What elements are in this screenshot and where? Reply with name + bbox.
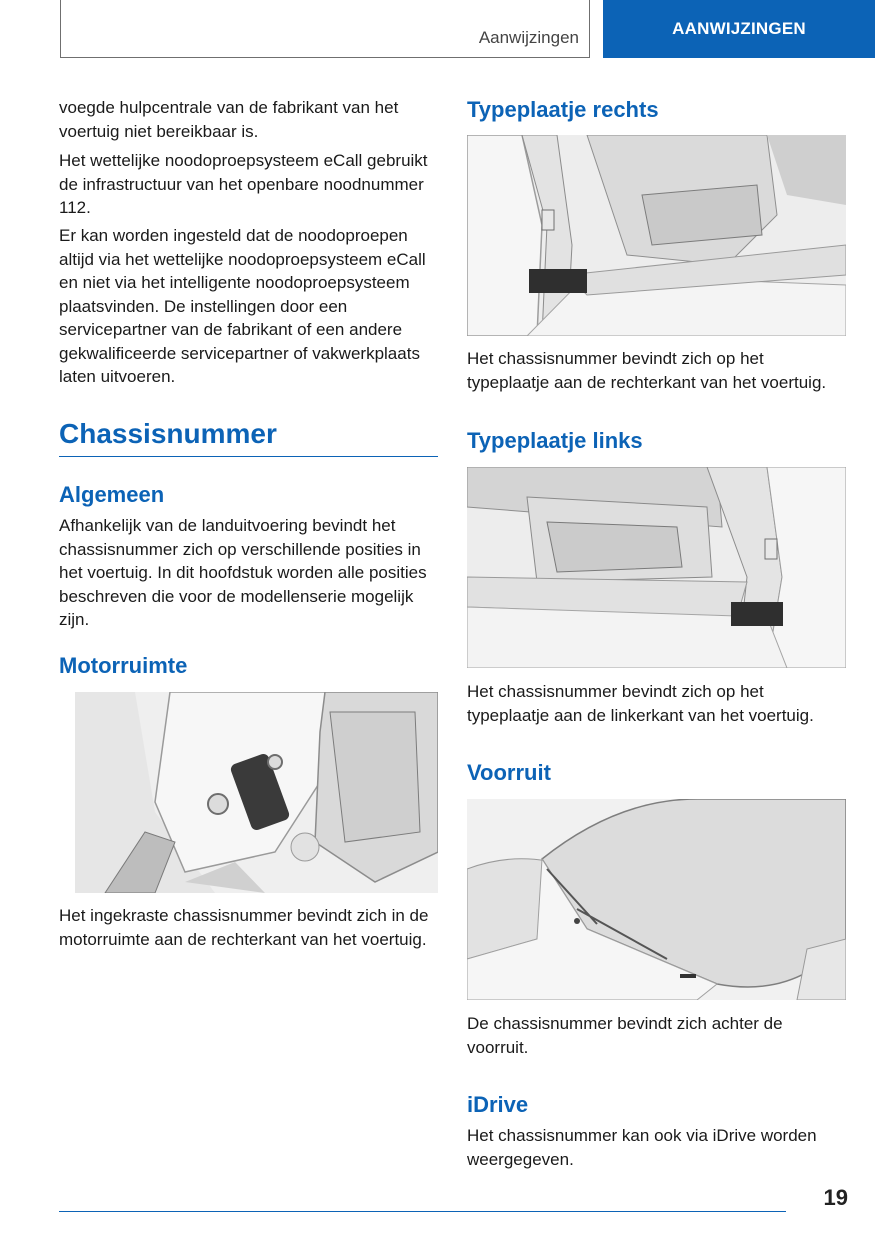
- caption-motorruimte: Het ingekraste chassisnummer bevindt zich in de motorruimte aan de rechterkant van het voertuig.: [59, 906, 429, 949]
- heading-idrive: iDrive: [467, 1092, 529, 1117]
- heading-voorruit: Voorruit: [467, 760, 551, 785]
- page-number: 19: [823, 1185, 848, 1210]
- caption-typeplaatje-links: Het chassisnummer bevindt zich op het typeplaatje aan de linkerkant van het voertuig.: [467, 682, 814, 725]
- illustration-voorruit: [467, 799, 846, 1000]
- heading-typeplaatje-links: Typeplaatje links: [467, 428, 643, 453]
- intro-paragraph-3: Er kan worden ingesteld dat de noodoproepen altijd via het wettelijke noodoproepsysteem eCall en niet via het intelligente noodoproepsysteem plaatsvinden. De instellingen door een servicepartner van de fabrikant of een andere gekwalificeerde servicepartner of vakwerkplaats laten uitvoeren.: [59, 226, 426, 386]
- caption-typeplaatje-rechts: Het chassisnummer bevindt zich op het typeplaatje aan de rechterkant van het voertuig.: [467, 349, 827, 392]
- text-algemeen: Afhankelijk van de landuitvoering bevindt het chassisnummer zich op verschillende posities in het voertuig. In dit hoofdstuk worden alle posities beschreven die voor de modellenserie mogelijk zijn.: [59, 516, 427, 629]
- footer-divider: [59, 1211, 786, 1212]
- illustration-typeplaatje-links: [467, 467, 846, 668]
- intro-paragraph-1: voegde hulpcentrale van de fabrikant van het voertuig niet bereikbaar is.: [59, 98, 399, 141]
- heading-algemeen: Algemeen: [59, 482, 165, 507]
- header-frame: [60, 0, 590, 58]
- illustration-motorruimte: [75, 692, 438, 893]
- heading-motorruimte: Motorruimte: [59, 653, 188, 678]
- section-title: Chassisnummer: [59, 418, 277, 449]
- illustration-typeplaatje-rechts: [467, 135, 846, 336]
- caption-voorruit: De chassisnummer bevindt zich achter de voorruit.: [467, 1014, 783, 1057]
- heading-typeplaatje-rechts: Typeplaatje rechts: [467, 97, 659, 122]
- section-divider: [59, 456, 438, 457]
- chapter-label: Aanwijzingen: [478, 28, 579, 47]
- intro-paragraph-2: Het wettelijke noodoproepsysteem eCall gebruikt de infrastructuur van het openbare noodnummer 112.: [59, 151, 428, 217]
- chapter-tab[interactable]: AANWIJZINGEN: [603, 0, 875, 58]
- text-idrive: Het chassisnummer kan ook via iDrive worden weergegeven.: [467, 1126, 817, 1169]
